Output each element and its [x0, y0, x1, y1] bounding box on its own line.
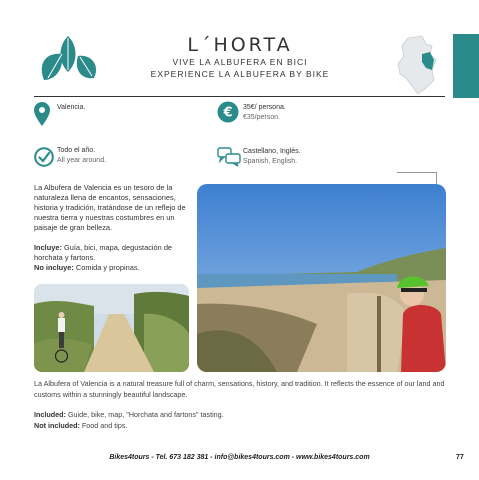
chat-bubbles-icon	[217, 147, 241, 167]
languages-text-es: Castellano, Inglés.	[243, 148, 301, 155]
incluye-text: Guía, bici, mapa, degustación de horchata y fartons.	[34, 243, 173, 262]
euro-icon	[217, 101, 239, 123]
info-location	[57, 103, 85, 113]
subtitle-en: EXPERIENCE LA ALBUFERA BY BIKE	[150, 69, 330, 79]
page-title: L´HORTA	[187, 34, 293, 56]
info-season	[57, 146, 106, 166]
leaves-logo-icon	[36, 32, 102, 84]
cyclist-path-photo	[34, 284, 189, 372]
included-text: Guide, bike, map, "Horchata and fartons" tasting.	[65, 410, 224, 419]
check-circle-icon	[34, 147, 54, 167]
page-number: 77	[456, 454, 464, 461]
inclusions-en	[34, 410, 449, 431]
info-languages	[243, 147, 301, 167]
inclusions-es	[34, 243, 192, 273]
footer-contact: Bikes4tours - Tel. 673 182 381 - info@bikes4tours.com - www.bikes4tours.com	[109, 454, 370, 461]
svg-text:€: €	[223, 105, 233, 121]
location-text: Valencia.	[57, 104, 86, 111]
location-pin-icon	[34, 102, 50, 126]
accent-bar	[453, 34, 479, 98]
included-label: Included:	[34, 410, 66, 419]
albufera-beach-photo	[197, 184, 446, 372]
no-incluye-text: Comida y propinas.	[73, 263, 140, 272]
incluye-label: Incluye:	[34, 243, 62, 252]
valencia-map-icon	[392, 34, 454, 98]
corner-frame-line	[397, 172, 437, 173]
corner-frame-line-vertical	[436, 172, 437, 184]
subtitle-es: VIVE LA ALBUFERA EN BICI	[172, 57, 308, 67]
no-incluye-label: No incluye:	[34, 263, 74, 272]
season-text-es: Todo el año.	[57, 147, 96, 154]
title-block	[140, 34, 340, 80]
description-es: La Albufera de Valencia es un tesoro de la naturaleza llena de encantos, sensaciones, historia y tradición, tratándose de un reflejo de nuestra tierra y nuestras costumbres en un paisaje de gran belleza.	[34, 183, 186, 232]
info-price	[243, 103, 286, 123]
languages-text-en: Spanish, English.	[243, 158, 298, 165]
header-divider	[34, 96, 445, 97]
price-text-es: 35€/ persona.	[243, 104, 286, 111]
price-text-en: €35/person.	[243, 114, 280, 121]
description-en: La Albufera of Valencia is a natural treasure full of charm, sensations, history, and tradition. It reflects the essence of our land and customs within a stunningly beautiful landscape.	[34, 379, 445, 399]
not-included-text: Food and tips.	[79, 420, 128, 430]
season-text-en: All year around.	[57, 157, 107, 164]
not-included-label: Not included:	[34, 420, 80, 430]
